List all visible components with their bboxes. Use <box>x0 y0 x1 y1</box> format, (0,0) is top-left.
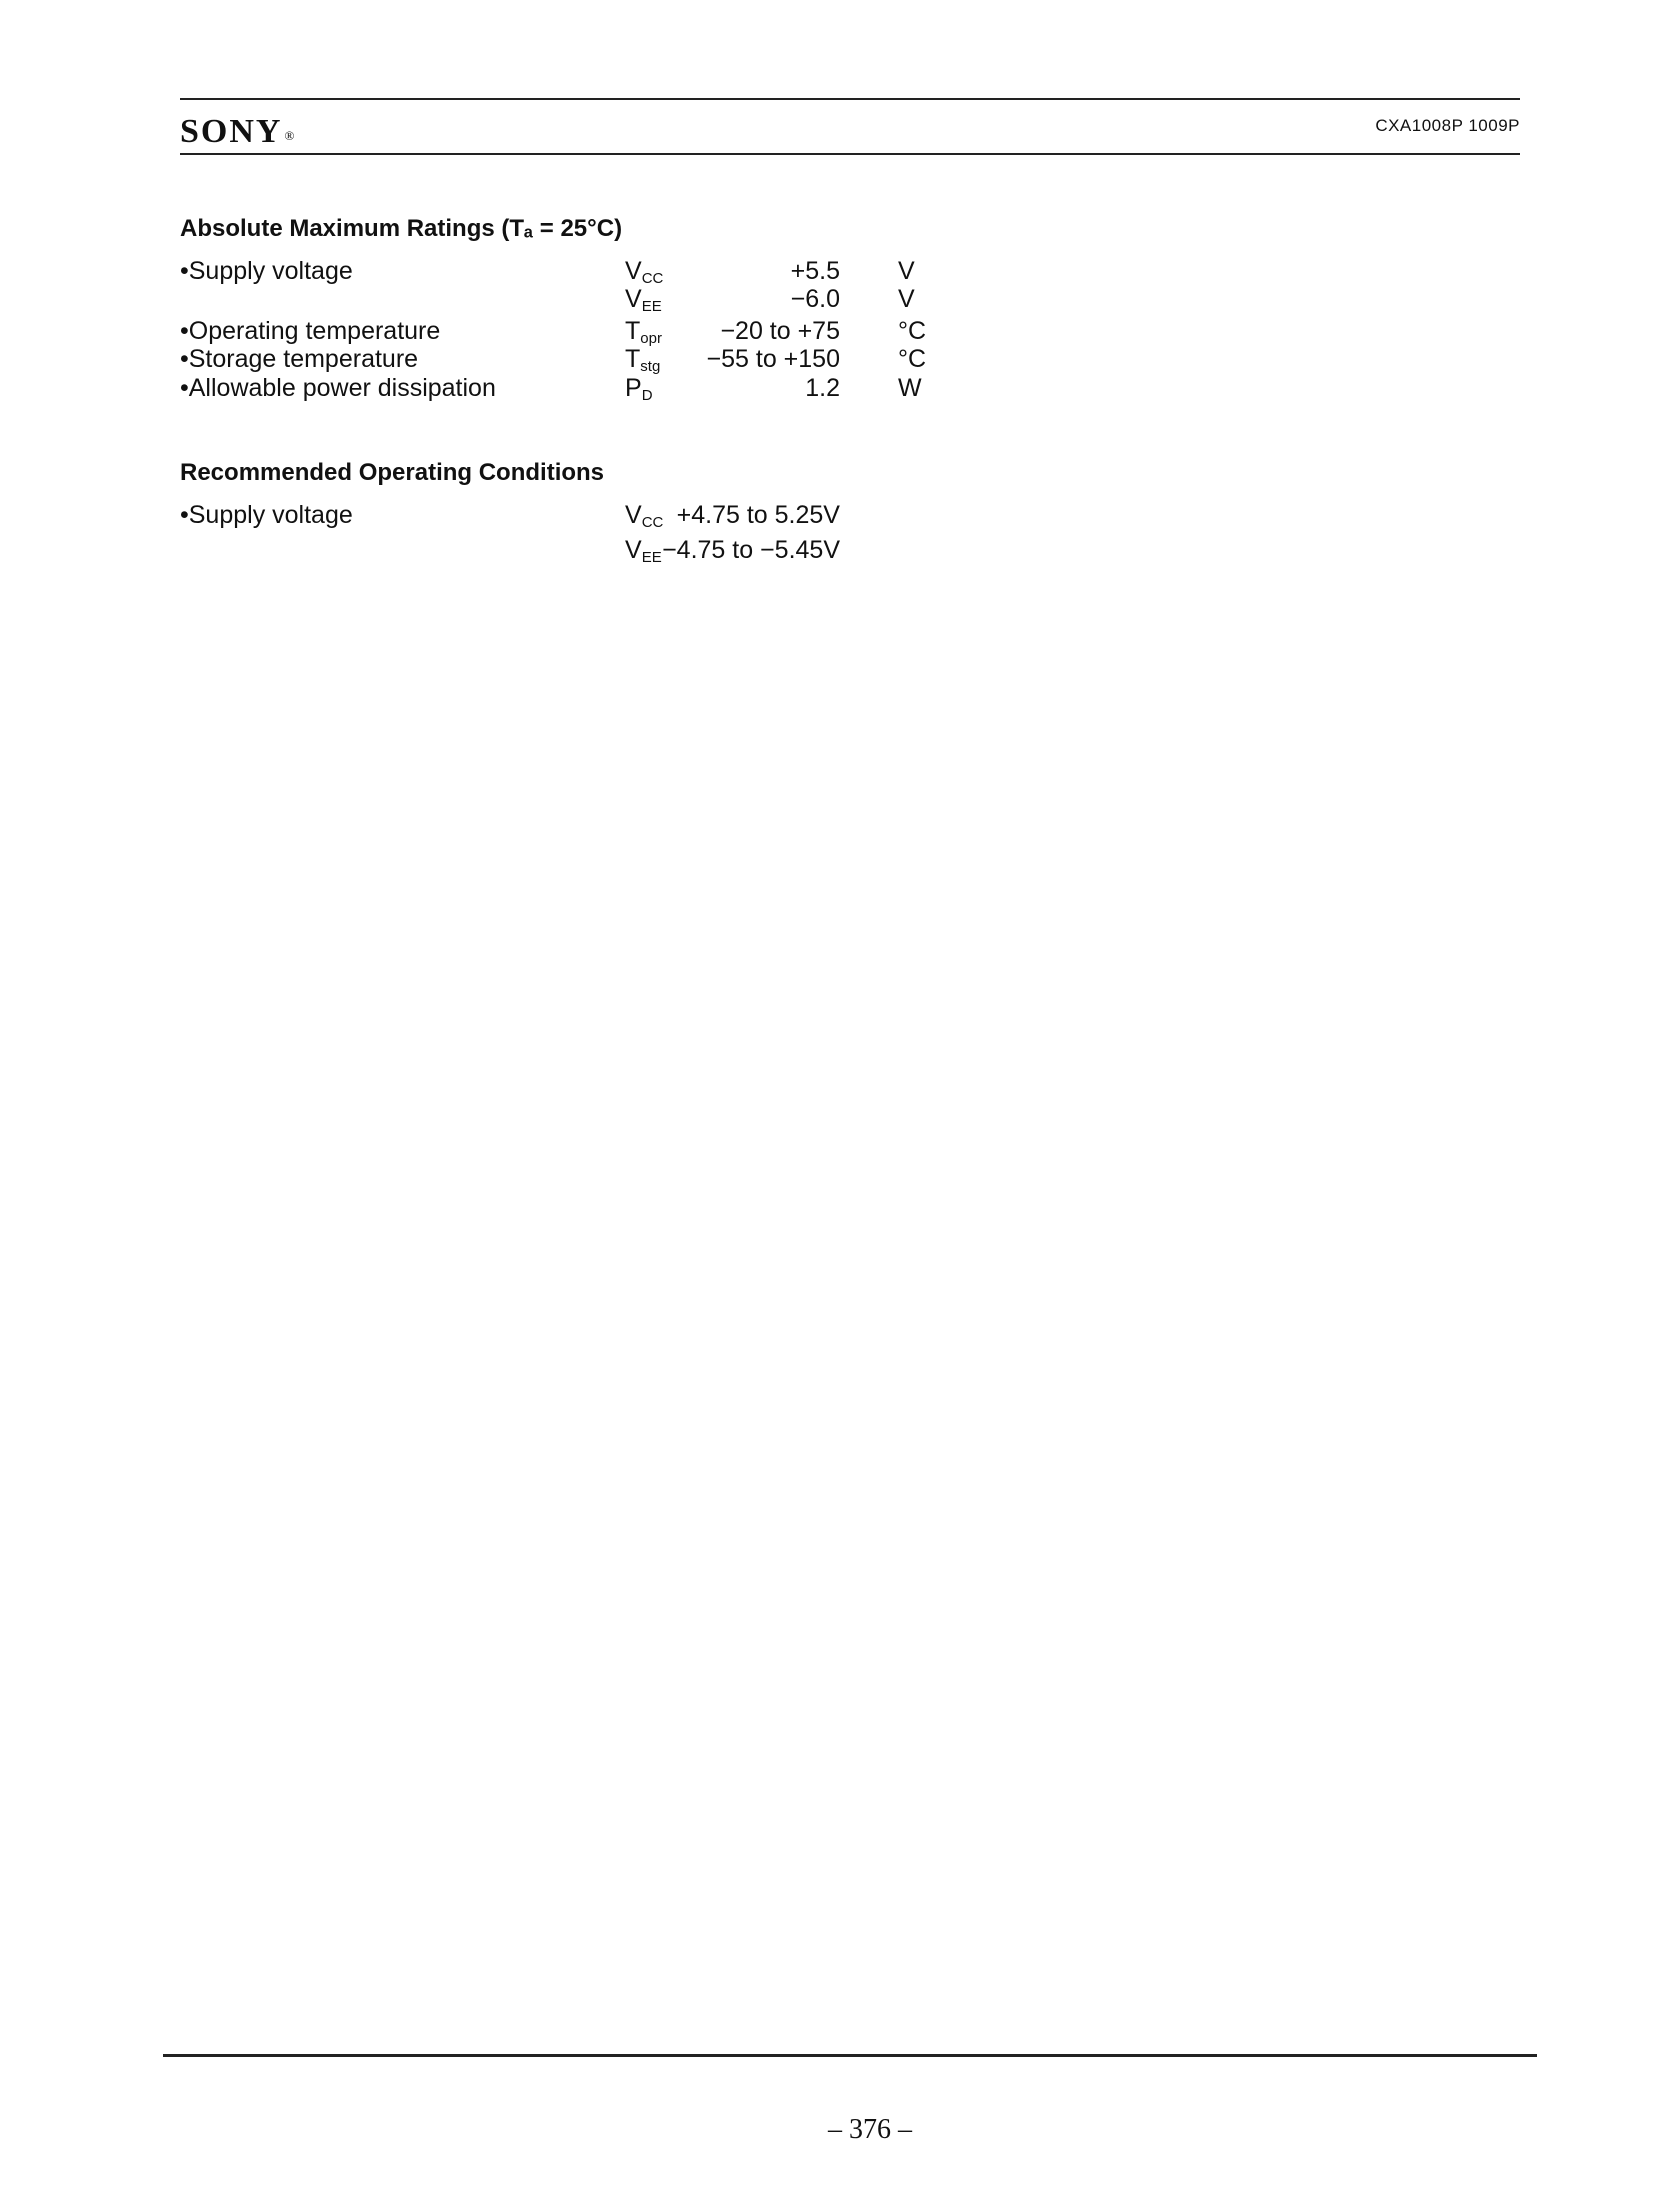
unit: °C <box>898 317 927 345</box>
value: −4.75 to −5.45V <box>662 536 840 564</box>
table-row <box>180 344 940 374</box>
table-row <box>180 256 940 286</box>
sony-logo <box>180 112 294 156</box>
value: +5.5 <box>790 257 840 285</box>
header-bottom-rule <box>180 153 1520 155</box>
header-top-rule <box>180 98 1520 100</box>
registered-mark: ® <box>284 128 295 143</box>
unit: W <box>898 374 922 402</box>
value: −55 to +150 <box>706 345 840 373</box>
value: +4.75 to 5.25V <box>676 501 840 529</box>
param-label: •Allowable power dissipation <box>180 374 496 402</box>
symbol: $T_{opr}$ <box>625 317 662 347</box>
logo-text: SONY <box>180 113 283 150</box>
symbol: $V_{CC}$ <box>625 501 664 531</box>
footer-rule <box>163 2054 1537 2057</box>
absolute-max-title: Absolute Maximum Ratings (Tₐ = 25°C) <box>180 215 623 242</box>
param-label: •Operating temperature <box>180 317 441 345</box>
param-label: •Supply voltage <box>180 501 353 529</box>
param-label: •Storage temperature <box>180 345 419 373</box>
value: 1.2 <box>805 374 840 402</box>
param-label: •Supply voltage <box>180 257 353 285</box>
value: −20 to +75 <box>720 317 840 345</box>
symbol: $T_{stg}$ <box>625 345 661 375</box>
unit: V <box>898 285 915 313</box>
table-row <box>180 500 940 530</box>
table-row <box>180 316 940 346</box>
part-number: CXA1008P 1009P <box>1375 116 1520 135</box>
symbol: $V_{CC}$ <box>625 257 664 287</box>
symbol: $V_{EE}$ <box>625 285 662 315</box>
symbol: $P_D$ <box>625 374 653 404</box>
value: −6.0 <box>790 285 840 313</box>
table-row <box>180 535 940 565</box>
page-number: – 376 – <box>828 2114 912 2145</box>
table-row <box>180 284 940 314</box>
symbol: $V_{EE}$ <box>625 536 662 566</box>
table-row <box>180 373 940 403</box>
unit: V <box>898 257 915 285</box>
recommended-title: Recommended Operating Conditions <box>180 459 605 486</box>
unit: °C <box>898 345 927 373</box>
